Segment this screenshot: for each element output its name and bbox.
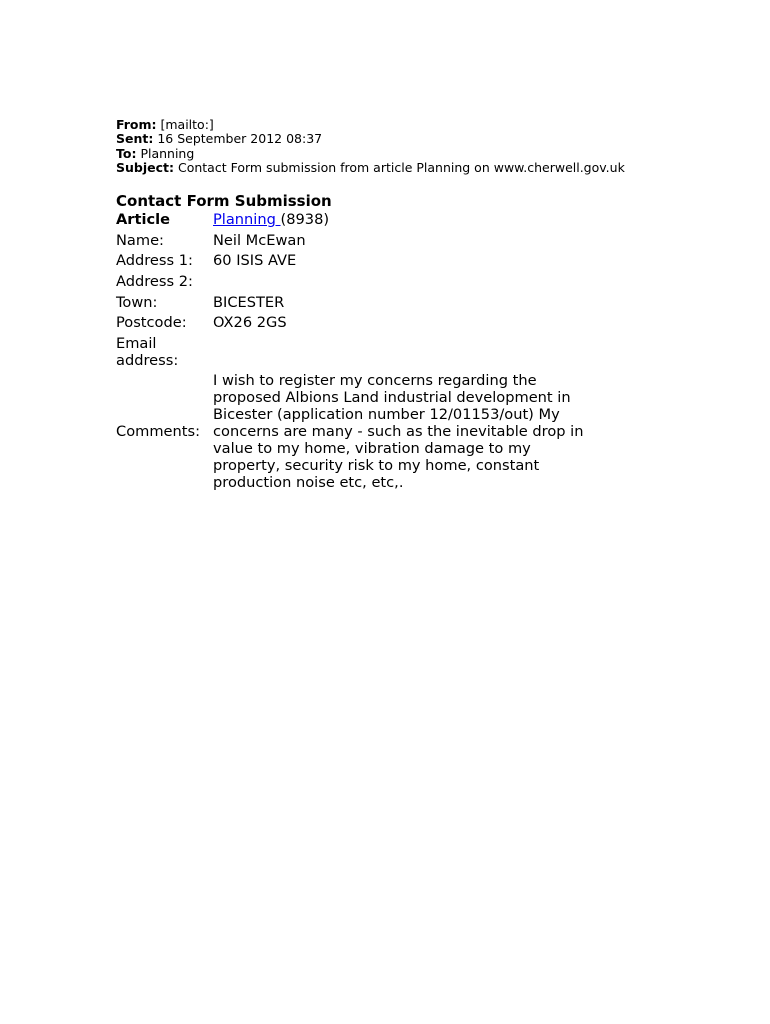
to-value: Planning	[140, 145, 195, 161]
email-label: Email address:	[116, 334, 179, 369]
email-value	[213, 335, 598, 373]
to-line	[116, 147, 716, 161]
submission-table	[116, 211, 598, 495]
article-link[interactable]: Planning	[213, 211, 281, 229]
article-row	[116, 211, 598, 232]
name-value: Neil McEwan	[213, 231, 306, 249]
sent-value: 16 September 2012 08:37	[157, 131, 323, 147]
town-label: Town:	[116, 293, 158, 311]
address2-row	[116, 273, 598, 294]
article-label: Article	[116, 211, 171, 229]
subject-value: Contact Form submission from article Planning on www.cherwell.gov.uk	[177, 159, 625, 175]
address1-row	[116, 252, 598, 273]
postcode-label: Postcode:	[116, 314, 187, 332]
to-label: To:	[116, 145, 137, 161]
address2-label: Address 2:	[116, 272, 193, 290]
postcode-row	[116, 314, 598, 335]
name-label: Name:	[116, 231, 164, 249]
from-value: [mailto:]	[160, 117, 214, 132]
comments-label: Comments:	[116, 423, 201, 441]
subject-label: Subject:	[116, 159, 174, 175]
town-row	[116, 294, 598, 315]
subject-line	[116, 161, 716, 175]
address1-label: Address 1:	[116, 252, 193, 270]
from-line	[116, 118, 716, 132]
postcode-value: OX26 2GS	[213, 314, 287, 332]
email-document	[116, 118, 716, 495]
form-title: Contact Form Submission	[116, 192, 332, 211]
comments-value: I wish to register my concerns regarding the proposed Albions Land industrial development in Bicester (application number 12/01153/out) My concerns are many - such as the inevitable drop in value to my home, vibration damage to my property, security risk to my home, constant production noise etc, etc,.	[213, 372, 584, 492]
from-label: From:	[116, 117, 157, 132]
address2-value	[213, 273, 598, 294]
sent-line	[116, 132, 716, 146]
name-row	[116, 232, 598, 253]
comments-row	[116, 372, 598, 495]
email-row	[116, 335, 598, 373]
article-id: (8938)	[280, 211, 330, 229]
sent-label: Sent:	[116, 131, 154, 147]
address1-value: 60 ISIS AVE	[213, 252, 297, 270]
article-value	[213, 211, 598, 232]
email-header	[116, 118, 716, 175]
town-value: BICESTER	[213, 293, 285, 311]
